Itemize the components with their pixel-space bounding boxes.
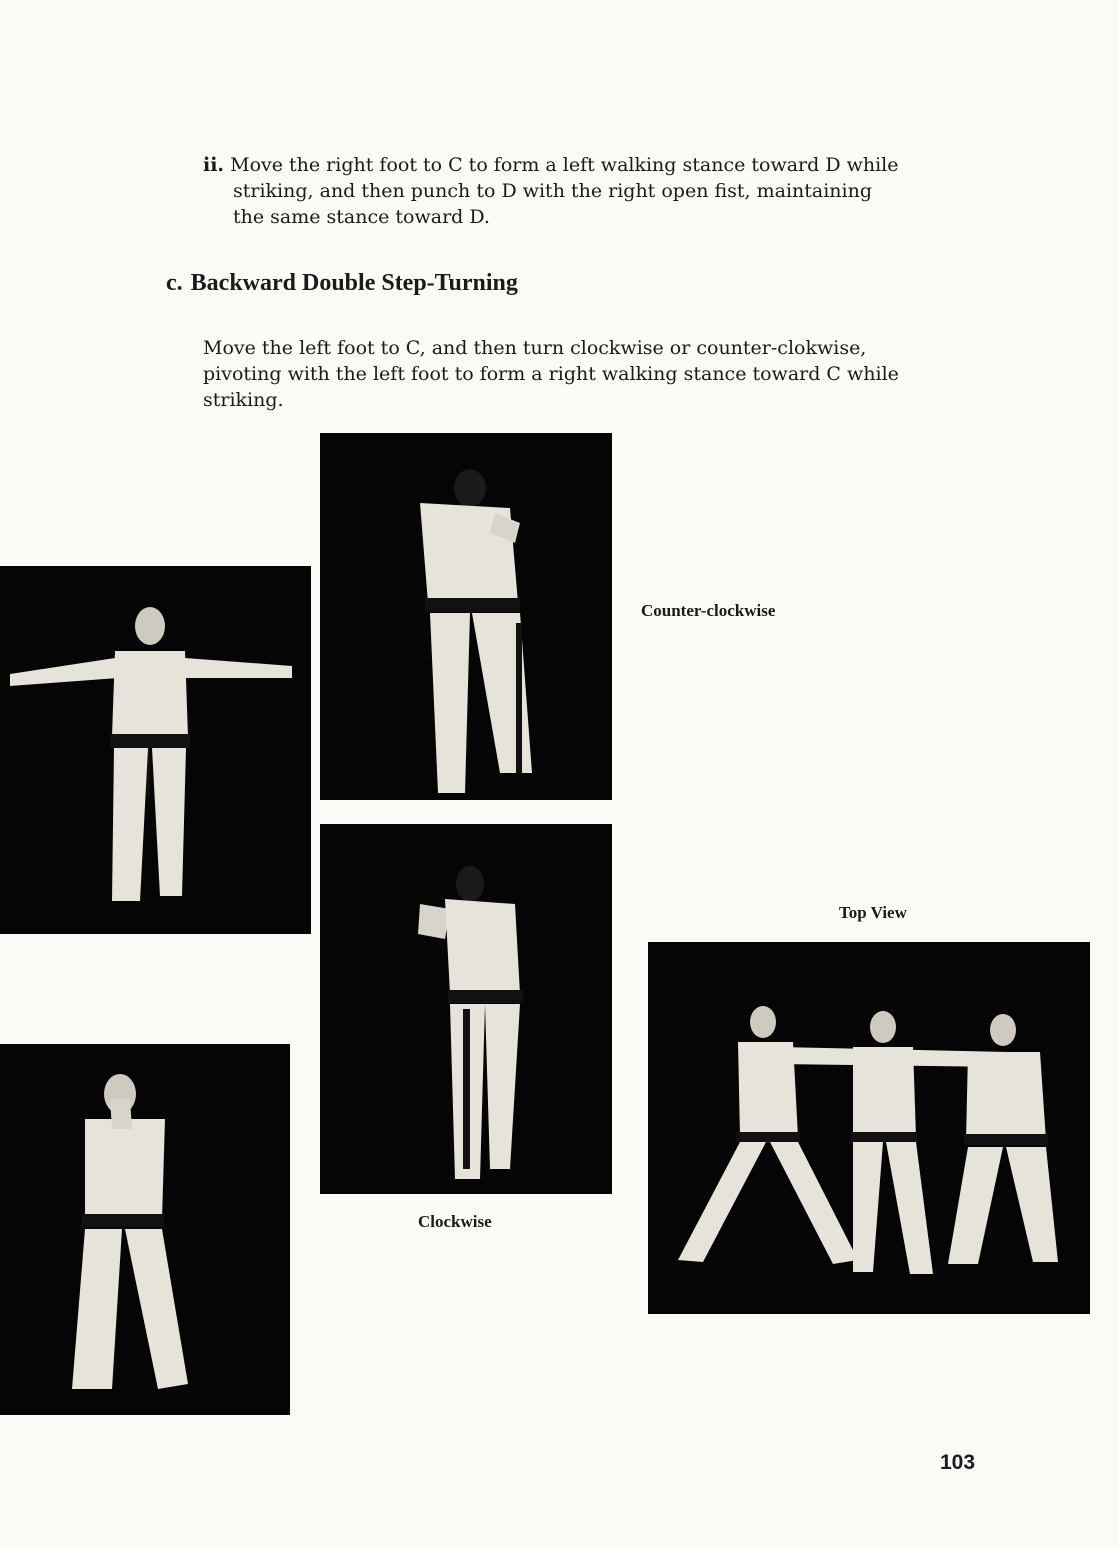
photo-front-arms-extended: [0, 566, 311, 934]
caption-counter-clockwise: Counter-clockwise: [641, 601, 776, 620]
step-ii-line-1: [203, 152, 899, 178]
section-c-line-3: striking.: [203, 389, 284, 411]
page-number: 103: [940, 1451, 976, 1474]
step-ii-line-2: striking, and then punch to D with the right open fist, maintaining: [233, 180, 873, 202]
step-ii-paragraph: [203, 152, 899, 230]
section-c-line-1: Move the left foot to C, and then turn clockwise or counter-clokwise,: [203, 337, 867, 359]
section-heading: [166, 270, 518, 297]
section-c-line-2: pivoting with the left foot to form a right walking stance toward C while: [203, 363, 899, 385]
figure-back-ccw-illustration: [320, 433, 612, 800]
photo-back-view-counter-clockwise: [320, 433, 612, 800]
figure-front-punch-illustration: [0, 1044, 290, 1415]
section-c-paragraph: [203, 335, 899, 413]
section-title: Backward Double Step-Turning: [190, 270, 518, 296]
step-ii-marker: ii.: [203, 154, 225, 176]
figure-front-arms-illustration: [0, 566, 311, 934]
step-ii-line-3: the same stance toward D.: [233, 206, 490, 228]
photo-front-view-punch: [0, 1044, 290, 1415]
photo-top-view: [648, 942, 1090, 1314]
caption-top-view: Top View: [839, 903, 907, 922]
photo-back-view-clockwise: [320, 824, 612, 1194]
section-letter: c.: [166, 270, 183, 296]
step-ii-line-1-text: Move the right foot to C to form a left walking stance toward D while: [230, 154, 899, 176]
figure-top-view-illustration: [648, 942, 1090, 1314]
caption-clockwise: Clockwise: [418, 1212, 492, 1231]
figure-back-cw-illustration: [320, 824, 612, 1194]
